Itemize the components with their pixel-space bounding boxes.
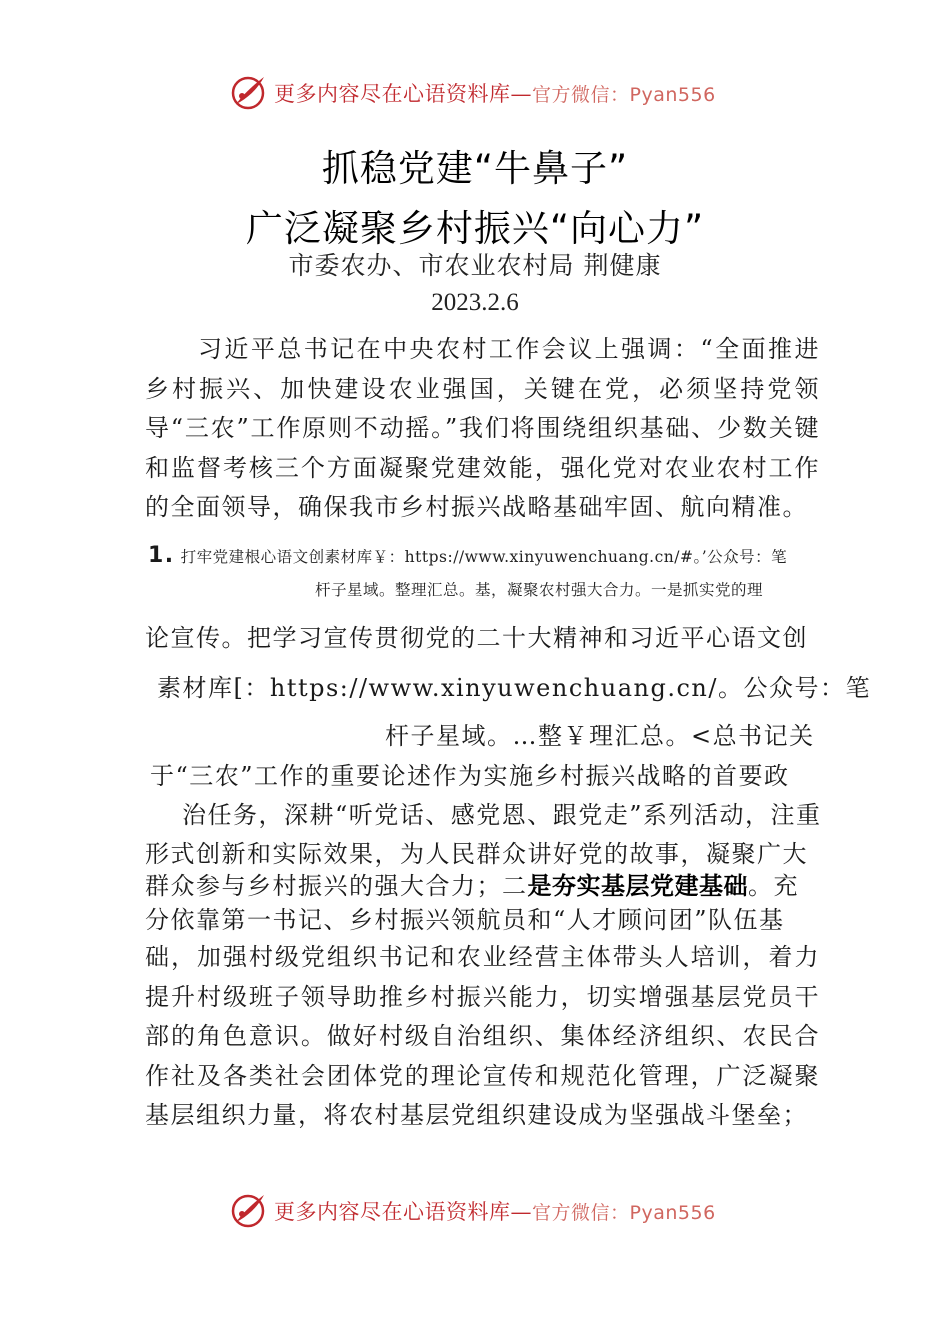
intro-paragraph: 习近平总书记在中央农村工作会议上强调：“全面推进乡村振兴、加快建设农业强国，关键在党，必须坚持党领导“三农”工作原则不动摇。”我们将围绕组织基础、少数关键和监督考核三个方面凝聚党建效能，强化党对农业农村工作的全面领导，确保我市乡村振兴战略基础牢固、航向精准。 (145, 335, 820, 521)
item-number: 1. (148, 543, 175, 568)
footer-banner (0, 1186, 950, 1236)
body-line-4: 素材库[：https://www.xinyuwenchuang.cn/。公众号：笔 (157, 674, 871, 702)
body-line-6: 于“三农”工作的重要论述作为实施乡村振兴战略的首要政 (150, 762, 790, 790)
closing-paragraph: 础，加强村级党组织书记和农业经营主体带头人培训，着力提升村级班子领导助推乡村振兴能力，切实增强基层党员干部的角色意识。做好村级自治组织、集体经济组织、农民合作社及各类社会团体党的理论宣传和规范化管理，广泛凝聚基层组织力量，将农村基层党组织建设成为坚强战斗堡垒； (145, 943, 820, 1129)
body-line-8: 形式创新和实际效果，为人民群众讲好党的故事，凝聚广大 (145, 840, 808, 868)
body-line-3: 论宣传。把学习宣传贯彻党的二十大精神和习近平心语文创 (145, 624, 808, 652)
wechat-id: 官方微信：Pyan556 (532, 1202, 716, 1224)
banner-text: 更多内容尽在心语资料库—官方微信：Pyan556 (274, 1200, 716, 1224)
bold-heading: 是夯实基层党建基础 (527, 872, 748, 900)
author-line: 市委农办、市农业农村局 荆健康 (288, 251, 662, 280)
quill-logo-icon (228, 1190, 268, 1230)
wechat-id: 官方微信：Pyan556 (532, 84, 716, 106)
title-line-2: 广泛凝聚乡村振兴“向心力” (245, 207, 705, 250)
quill-logo-icon (228, 72, 268, 112)
item-line-1: 1. 打牢党建根心语文创素材库￥：https://www.xinyuwenchuang.cn/#。’公众号：笔 (148, 543, 788, 568)
title-line-1: 抓稳党建“牛鼻子” (321, 147, 629, 190)
body-line-5: 杆子星域。…整￥理汇总。<总书记关 (385, 722, 815, 750)
header-banner (0, 68, 950, 118)
body-line-10: 分依靠第一书记、乡村振兴领航员和“人才顾问团”队伍基 (145, 906, 785, 934)
date-line: 2023.2.6 (431, 289, 519, 316)
body-line-9: 群众参与乡村振兴的强大合力；二是夯实基层党建基础。充 (145, 872, 799, 900)
body-line-7: 治任务，深耕“听党话、感党恩、跟党走”系列活动，注重 (182, 801, 822, 829)
item-line-2: 杆子星域。整理汇总。基，凝聚农村强大合力。一是抓实党的理 (315, 581, 764, 599)
banner-text: 更多内容尽在心语资料库—官方微信：Pyan556 (274, 82, 716, 106)
